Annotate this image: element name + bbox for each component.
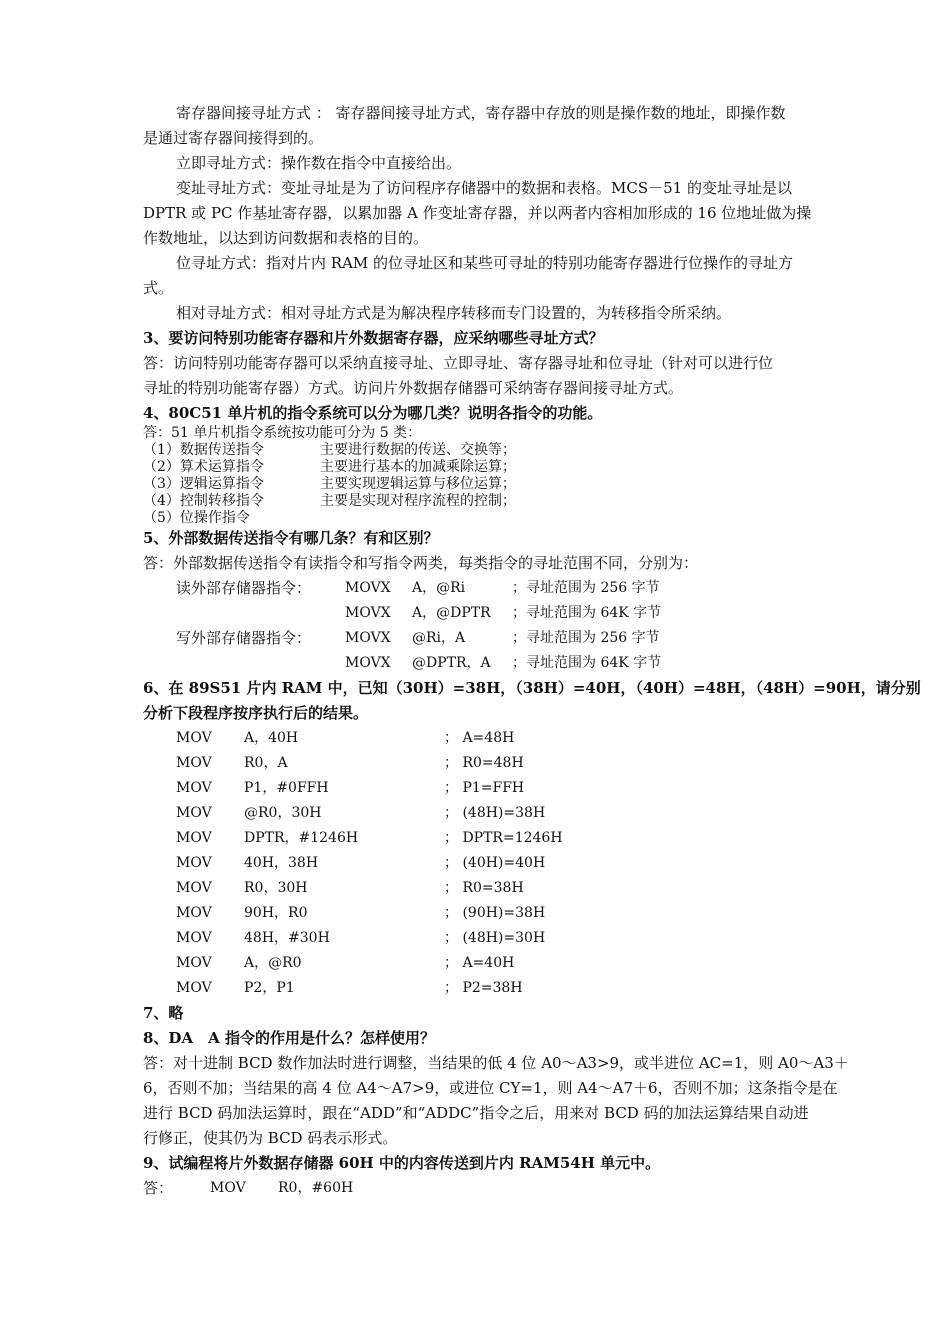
- question-3: 3、要访问特别功能寄存器和片外数据寄存器，应采纳哪些寻址方式？: [143, 329, 604, 347]
- write-comment-1: ；寻址范围为 256 字节: [512, 630, 660, 646]
- code-comment-11: ； P2=38H: [444, 980, 523, 996]
- answer-5: 答：外部数据传送指令有读指令和写指令两类，每类指令的寻址范围不同，分别为：: [143, 554, 699, 572]
- read-args-1: A，@Ri: [412, 580, 466, 596]
- read-op-1: MOVX: [345, 580, 391, 596]
- category-2-desc: 主要进行基本的加减乘除运算；: [320, 459, 516, 475]
- code-comment-7: ； R0=38H: [444, 880, 524, 896]
- category-3-desc: 主要实现逻辑运算与移位运算；: [320, 476, 516, 492]
- code-op-8: MOV: [176, 905, 212, 921]
- code-args-10: A，@R0: [244, 955, 302, 971]
- question-6-cont: 分析下段程序按序执行后的结果。: [143, 704, 369, 722]
- question-5: 5、外部数据传送指令有哪几条？有和区别？: [143, 529, 439, 547]
- read-comment-1: ；寻址范围为 256 字节: [512, 580, 660, 596]
- category-4-desc: 主要是实现对程序流程的控制；: [320, 493, 516, 509]
- code-op-1: MOV: [176, 730, 212, 746]
- category-5-name: （5）位操作指令: [143, 510, 250, 526]
- code-comment-6: ； (40H)=40H: [444, 855, 546, 871]
- code-op-2: MOV: [176, 755, 212, 771]
- question-8: 8、DA A 指令的作用是什么？怎样使用？: [143, 1029, 435, 1047]
- write-op-2: MOVX: [345, 655, 391, 671]
- code-comment-1: ； A=48H: [444, 730, 515, 746]
- question-6: 6、在 89S51 片内 RAM 中，已知（30H）=38H，（38H）=40H，（40H）=48H，（48H）=90H，请分别: [143, 679, 921, 697]
- question-9: 9、试编程将片外数据存储器 60H 中的内容传送到片内 RAM54H 单元中。: [143, 1154, 661, 1172]
- code-args-1: A，40H: [244, 730, 299, 746]
- write-label: 写外部存储器指令：: [176, 629, 312, 647]
- paragraph-immediate: 立即寻址方式：操作数在指令中直接给出。: [176, 154, 462, 172]
- code-comment-10: ； A=40H: [444, 955, 515, 971]
- write-args-2: @DPTR，A: [412, 655, 491, 671]
- answer-9-label: 答：: [143, 1179, 174, 1197]
- code-args-6: 40H，38H: [244, 855, 319, 871]
- answer-9-op: MOV: [210, 1180, 246, 1196]
- code-args-2: R0，A: [244, 755, 288, 771]
- answer-4-intro: 答：51 单片机指令系统按功能可分为 5 类：: [143, 425, 422, 441]
- code-comment-4: ； (48H)=38H: [444, 805, 546, 821]
- code-op-11: MOV: [176, 980, 212, 996]
- answer-3-cont: 寻址的特别功能寄存器）方式。访问片外数据存储器可采纳寄存器间接寻址方式。: [143, 379, 684, 397]
- code-comment-2: ； R0=48H: [444, 755, 524, 771]
- write-comment-2: ；寻址范围为 64K 字节: [512, 655, 662, 671]
- read-label: 读外部存储器指令：: [176, 579, 312, 597]
- category-1-name: （1）数据传送指令: [143, 442, 264, 458]
- answer-8-cont3: 行修正，使其仍为 BCD 码表示形式。: [143, 1129, 398, 1147]
- answer-9-args: R0，#60H: [278, 1180, 354, 1196]
- write-args-1: @Ri，A: [412, 630, 466, 646]
- paragraph-indexed-cont2: 作数地址，以达到访问数据和表格的目的。: [143, 229, 429, 247]
- answer-8-cont: 6，否则不加；当结果的高 4 位 A4～A7>9，或进位 CY=1，则 A4～A7＋6，否则不加；这条指令是在: [143, 1079, 838, 1097]
- paragraph-indexed-cont: DPTR 或 PC 作基址寄存器，以累加器 A 作变址寄存器，并以两者内容相加形成的 16 位地址做为操: [143, 204, 812, 222]
- question-7: 7、略: [143, 1004, 184, 1022]
- paragraph-indexed: 变址寻址方式：变址寻址是为了访问程序存储器中的数据和表格。MCS－51 的变址寻址是以: [176, 179, 792, 197]
- code-args-3: P1，#0FFH: [244, 780, 329, 796]
- question-4: 4、80C51 单片机的指令系统可以分为哪几类？说明各指令的功能。: [143, 404, 603, 422]
- code-op-10: MOV: [176, 955, 212, 971]
- answer-8: 答：对十进制 BCD 数作加法时进行调整，当结果的低 4 位 A0～A3>9，或半进位 AC=1，则 A0～A3＋: [143, 1054, 849, 1072]
- code-args-8: 90H，R0: [244, 905, 308, 921]
- category-4-name: （4）控制转移指令: [143, 493, 264, 509]
- code-op-7: MOV: [176, 880, 212, 896]
- paragraph-register-indirect: 寄存器间接寻址方式 ： 寄存器间接寻址方式，寄存器中存放的则是操作数的地址，即操作数: [176, 104, 786, 122]
- read-op-2: MOVX: [345, 605, 391, 621]
- code-op-5: MOV: [176, 830, 212, 846]
- paragraph-bit: 位寻址方式：指对片内 RAM 的位寻址区和某些可寻址的特别功能寄存器进行位操作的寻址方: [176, 254, 794, 272]
- code-args-9: 48H，#30H: [244, 930, 330, 946]
- paragraph-register-indirect-cont: 是通过寄存器间接得到的。: [143, 129, 324, 147]
- code-args-4: @R0，30H: [244, 805, 322, 821]
- code-comment-8: ； (90H)=38H: [444, 905, 546, 921]
- paragraph-bit-cont: 式。: [143, 279, 174, 297]
- paragraph-relative: 相对寻址方式：相对寻址方式是为解决程序转移而专门设置的，为转移指令所采纳。: [176, 304, 732, 322]
- code-comment-9: ； (48H)=30H: [444, 930, 546, 946]
- code-args-5: DPTR，#1246H: [244, 830, 359, 846]
- code-op-6: MOV: [176, 855, 212, 871]
- code-comment-5: ； DPTR=1246H: [444, 830, 563, 846]
- code-comment-3: ； P1=FFH: [444, 780, 525, 796]
- read-comment-2: ；寻址范围为 64K 字节: [512, 605, 662, 621]
- code-op-9: MOV: [176, 930, 212, 946]
- write-op-1: MOVX: [345, 630, 391, 646]
- answer-3: 答：访问特别功能寄存器可以采纳直接寻址、立即寻址、寄存器寻址和位寻址（针对可以进行位: [143, 354, 774, 372]
- code-args-7: R0，30H: [244, 880, 308, 896]
- category-2-name: （2）算术运算指令: [143, 459, 264, 475]
- read-args-2: A，@DPTR: [412, 605, 491, 621]
- code-op-3: MOV: [176, 780, 212, 796]
- code-args-11: P2，P1: [244, 980, 295, 996]
- category-3-name: （3）逻辑运算指令: [143, 476, 264, 492]
- answer-8-cont2: 进行 BCD 码加法运算时，跟在“ADD”和“ADDC”指令之后，用来对 BCD 码的加法运算结果自动进: [143, 1104, 809, 1122]
- category-1-desc: 主要进行数据的传送、交换等；: [320, 442, 516, 458]
- code-op-4: MOV: [176, 805, 212, 821]
